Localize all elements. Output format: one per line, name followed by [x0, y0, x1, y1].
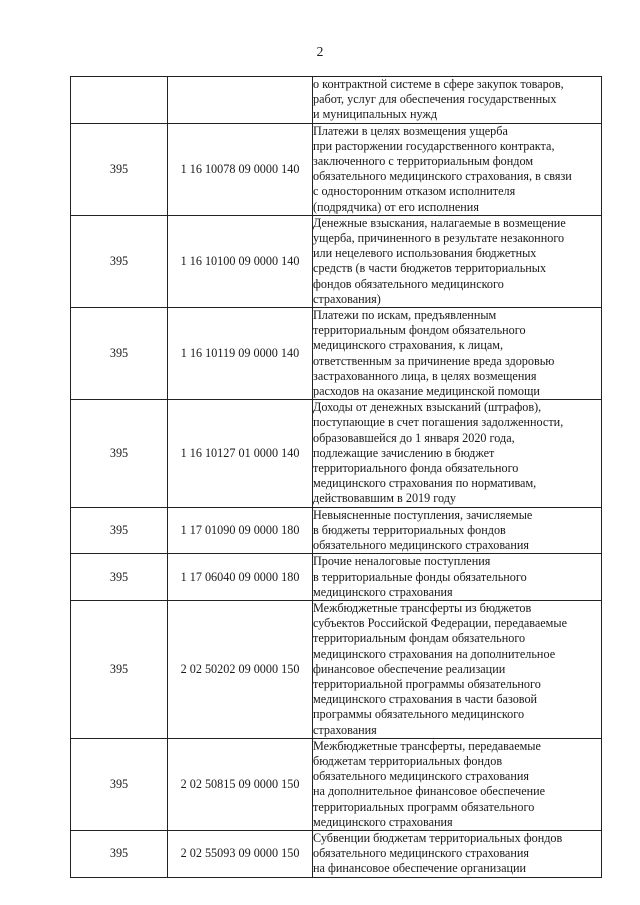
description-cell	[313, 215, 602, 307]
description-line: территориальным фондам обязательного	[313, 631, 526, 646]
description-line: Межбюджетные трансферты, передаваемые	[313, 738, 541, 753]
description-line: или нецелевого использования бюджетных	[313, 246, 537, 261]
kbk-cell: 1 17 06040 09 0000 180	[168, 554, 313, 601]
description-line: Денежные взыскания, налагаемые в возмещение	[313, 215, 566, 230]
admin-code-cell: 395	[71, 308, 168, 400]
admin-code-cell: 395	[71, 830, 168, 877]
kbk-cell: 1 16 10100 09 0000 140	[168, 215, 313, 307]
admin-code-cell: 395	[71, 554, 168, 601]
table-row	[71, 77, 602, 124]
kbk-cell: 1 16 10119 09 0000 140	[168, 308, 313, 400]
description-line: действовавшим в 2019 году	[313, 491, 457, 506]
description-line: страхования	[313, 722, 377, 737]
description-line: обязательного медицинского страхования	[313, 769, 529, 784]
description-line: медицинского страхования	[313, 584, 453, 599]
description-line: расходов на оказание медицинской помощи	[313, 384, 540, 399]
table-row	[71, 830, 602, 877]
description-cell	[313, 123, 602, 215]
description-line: средств (в части бюджетов территориальных	[313, 261, 547, 276]
revenue-codes-table	[70, 76, 602, 878]
description-line: с односторонним отказом исполнителя	[313, 184, 516, 199]
description-line: ответственным за причинение вреда здоровью	[313, 353, 555, 368]
description-line: Платежи по искам, предъявленным	[313, 308, 497, 323]
admin-code-cell	[71, 77, 168, 124]
description-cell	[313, 554, 602, 601]
description-line: Платежи в целях возмещения ущерба	[313, 123, 508, 138]
kbk-cell: 2 02 50815 09 0000 150	[168, 738, 313, 830]
table-row	[71, 123, 602, 215]
description-line: поступающие в счет погашения задолженности,	[313, 415, 564, 430]
description-cell	[313, 830, 602, 877]
description-line: на дополнительное финансовое обеспечение	[313, 784, 546, 799]
description-line: Доходы от денежных взысканий (штрафов),	[313, 400, 542, 415]
description-line: о контрактной системе в сфере закупок товаров,	[313, 77, 564, 91]
admin-code-cell: 395	[71, 123, 168, 215]
description-cell	[313, 400, 602, 507]
description-line: работ, услуг для обеспечения государственных	[313, 92, 557, 107]
description-line: финансовое обеспечение реализации	[313, 661, 506, 676]
description-line: медицинского страхования	[313, 814, 453, 829]
description-line: фондов обязательного медицинского	[313, 276, 504, 291]
table-row	[71, 507, 602, 554]
description-line: и муниципальных нужд	[313, 107, 438, 122]
description-line: обязательного медицинского страхования	[313, 846, 529, 861]
description-line: Прочие неналоговые поступления	[313, 554, 491, 569]
description-line: медицинского страхования, к лицам,	[313, 338, 504, 353]
description-line: в бюджеты территориальных фондов	[313, 522, 506, 537]
description-line: программы обязательного медицинского	[313, 707, 525, 722]
description-line: территориальных программ обязательного	[313, 799, 535, 814]
description-line: медицинского страхования на дополнительное	[313, 646, 556, 661]
description-line: медицинского страхования по нормативам,	[313, 476, 537, 491]
admin-code-cell: 395	[71, 400, 168, 507]
description-line: (подрядчика) от его исполнения	[313, 199, 479, 214]
admin-code-cell: 395	[71, 600, 168, 738]
table-row	[71, 554, 602, 601]
description-line: заключенного с территориальным фондом	[313, 154, 534, 169]
table-row	[71, 308, 602, 400]
kbk-cell	[168, 77, 313, 124]
description-line: в территориальные фонды обязательного	[313, 569, 527, 584]
table-body	[71, 77, 602, 878]
description-line: на финансовое обеспечение организации	[313, 861, 527, 876]
admin-code-cell: 395	[71, 738, 168, 830]
table-row	[71, 215, 602, 307]
kbk-cell: 2 02 55093 09 0000 150	[168, 830, 313, 877]
description-line: ущерба, причиненного в результате незаконного	[313, 231, 565, 246]
description-cell	[313, 308, 602, 400]
description-line: территориальным фондом обязательного	[313, 323, 526, 338]
description-line: застрахованного лица, в целях возмещения	[313, 368, 537, 383]
description-line: страхования)	[313, 291, 381, 306]
description-line: обязательного медицинского страхования, в связи	[313, 169, 572, 184]
page-number: 2	[316, 44, 324, 59]
description-line: Субвенции бюджетам территориальных фондов	[313, 830, 563, 845]
description-line: Невыясненные поступления, зачисляемые	[313, 507, 533, 522]
kbk-cell: 1 17 01090 09 0000 180	[168, 507, 313, 554]
description-cell	[313, 738, 602, 830]
description-line: бюджетам территориальных фондов	[313, 753, 503, 768]
description-line: подлежащие зачислению в бюджет	[313, 445, 495, 460]
description-line: обязательного медицинского страхования	[313, 538, 529, 553]
description-cell	[313, 600, 602, 738]
kbk-cell: 2 02 50202 09 0000 150	[168, 600, 313, 738]
table-row	[71, 738, 602, 830]
description-cell	[313, 77, 602, 124]
table-row	[71, 400, 602, 507]
description-line: территориальной программы обязательного	[313, 676, 541, 691]
table-row	[71, 600, 602, 738]
kbk-cell: 1 16 10127 01 0000 140	[168, 400, 313, 507]
description-line: субъектов Российской Федерации, передаваемые	[313, 616, 567, 631]
description-line: территориального фонда обязательного	[313, 461, 519, 476]
admin-code-cell: 395	[71, 507, 168, 554]
admin-code-cell: 395	[71, 215, 168, 307]
description-line: медицинского страхования в части базовой	[313, 692, 538, 707]
description-line: Межбюджетные трансферты из бюджетов	[313, 600, 532, 615]
description-cell	[313, 507, 602, 554]
kbk-cell: 1 16 10078 09 0000 140	[168, 123, 313, 215]
description-line: при расторжении государственного контракта,	[313, 138, 555, 153]
description-line: образовавшейся до 1 января 2020 года,	[313, 430, 515, 445]
